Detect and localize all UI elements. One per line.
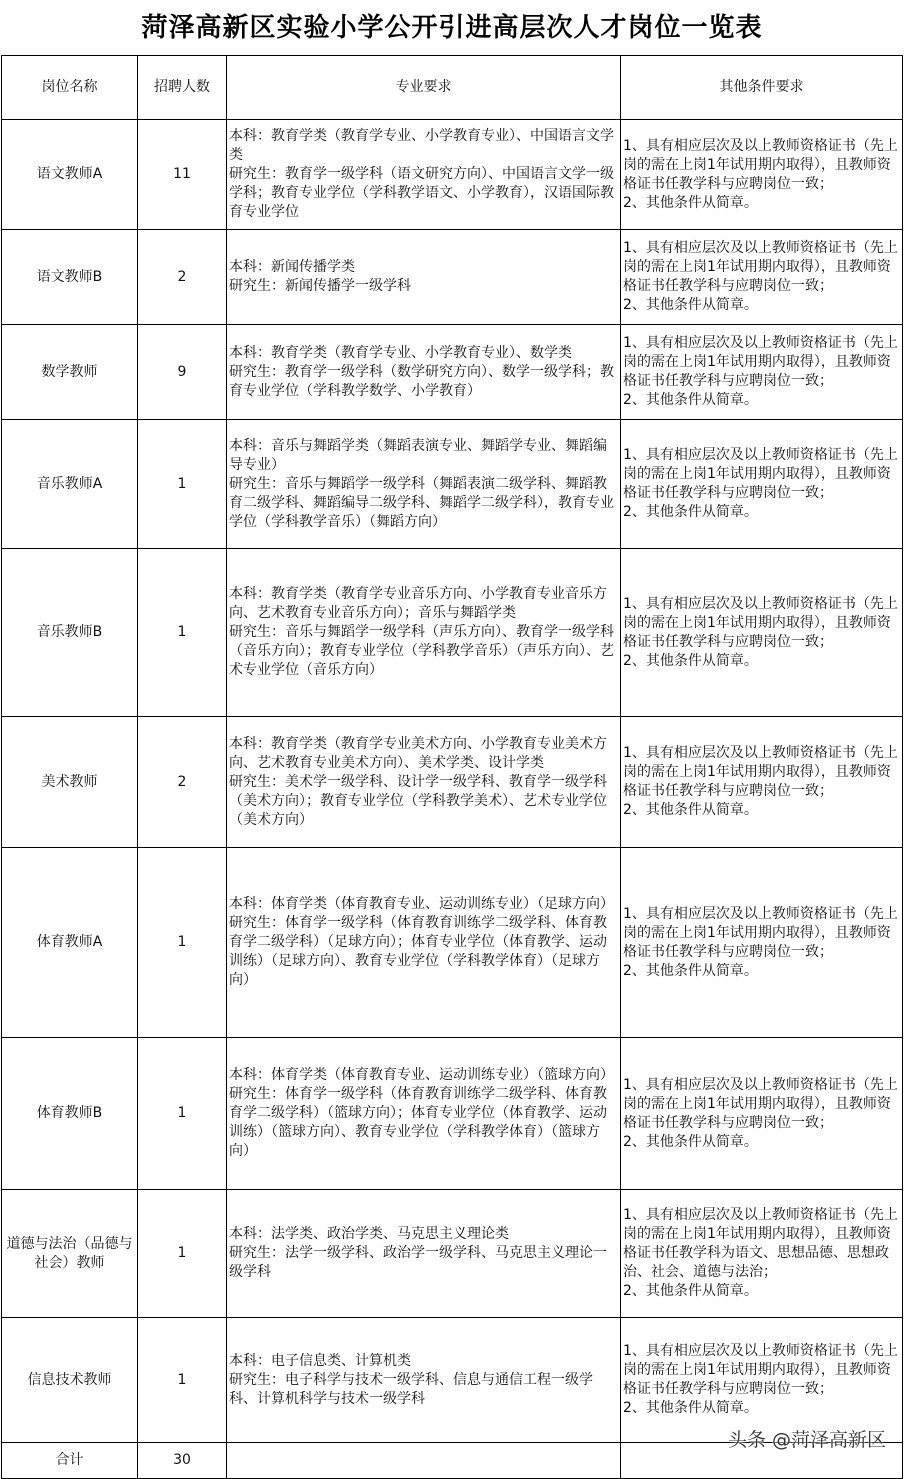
position-name-cell: 美术教师 — [2, 717, 138, 848]
watermark: 头条 @菏泽高新区 — [727, 1429, 886, 1451]
table-row — [2, 230, 903, 325]
hiring-count-cell: 2 — [138, 230, 227, 325]
major-requirement-line: 研究生：新闻传播学一级学科 — [229, 278, 411, 294]
hiring-count-cell: 1 — [138, 1318, 227, 1443]
other-condition-line: 1、具有相应层次及以上教师资格证书（先上岗的需在上岗1年试用期内取得），且教师资格证书任教学科与应聘岗位一致； — [623, 905, 898, 960]
hiring-count-cell: 1 — [138, 1190, 227, 1318]
major-requirement-line: 研究生：音乐与舞蹈学一级学科（声乐方向）、教育学一级学科（音乐方向）；教育专业学位（学科教学音乐）（声乐方向）、艺术专业学位（音乐方向） — [229, 624, 614, 678]
table-row — [2, 325, 903, 420]
other-condition-line: 2、其他条件从简章。 — [623, 652, 758, 669]
other-condition-line: 1、具有相应层次及以上教师资格证书（先上岗的需在上岗1年试用期内取得），且教师资格证书任教学科与应聘岗位一致； — [623, 595, 898, 650]
major-requirement-cell — [227, 1190, 621, 1318]
hiring-count-cell: 1 — [138, 848, 227, 1038]
major-requirement-line: 本科：教育学类（教育学专业美术方向、小学教育专业美术方向、艺术教育专业美术方向）、美术学类、设计学类 — [229, 735, 607, 771]
position-name-cell: 语文教师A — [2, 120, 138, 230]
positions-table — [1, 55, 903, 1479]
hiring-count-cell: 1 — [138, 1038, 227, 1190]
major-requirement-cell — [227, 1038, 621, 1190]
major-requirement-cell — [227, 848, 621, 1038]
other-condition-line: 1、具有相应层次及以上教师资格证书（先上岗的需在上岗1年试用期内取得），且教师资格证书任教学科与应聘岗位一致； — [623, 240, 898, 294]
other-condition-line: 1、具有相应层次及以上教师资格证书（先上岗的需在上岗1年试用期内取得），且教师资格证书任教学科与应聘岗位一致； — [623, 447, 898, 501]
header-other: 其他条件要求 — [621, 56, 903, 120]
page-title: 菏泽高新区实验小学公开引进高层次人才岗位一览表 — [141, 12, 763, 43]
total-label: 合计 — [2, 1443, 138, 1479]
major-requirement-line: 本科：教育学类（教育学专业音乐方向、小学教育专业音乐方向、艺术教育专业音乐方向）；音乐与舞蹈学类 — [229, 586, 607, 621]
other-condition-cell — [621, 230, 903, 325]
table-row — [2, 420, 903, 549]
major-requirement-cell — [227, 325, 621, 420]
hiring-count-cell: 1 — [138, 549, 227, 717]
major-requirement-cell — [227, 120, 621, 230]
hiring-count-cell: 11 — [138, 120, 227, 230]
table-row — [2, 549, 903, 717]
position-name-cell: 语文教师B — [2, 230, 138, 325]
major-requirement-line: 本科：体育学类（体育教育专业、运动训练专业）（足球方向） — [229, 896, 614, 912]
major-requirement-line: 本科：体育学类（体育教育专业、运动训练专业）（篮球方向） — [229, 1067, 614, 1083]
major-requirement-cell — [227, 717, 621, 848]
major-requirement-line: 研究生：教育学一级学科（语文研究方向）、中国语言文学一级学科；教育专业学位（学科教学语文、小学教育），汉语国际教育专业学位 — [229, 166, 614, 220]
major-requirement-line: 本科：电子信息类、计算机类 — [229, 1352, 411, 1369]
major-requirement-line: 研究生：音乐与舞蹈学一级学科（舞蹈表演二级学科、舞蹈教育二级学科、舞蹈编导二级学科、舞蹈学二级学科），教育专业学位（学科教学音乐）（舞蹈方向） — [229, 475, 614, 530]
position-name-cell: 音乐教师A — [2, 420, 138, 549]
other-condition-cell — [621, 420, 903, 549]
header-major: 专业要求 — [227, 56, 621, 120]
major-requirement-cell — [227, 420, 621, 549]
major-requirement-line: 本科：音乐与舞蹈学类（舞蹈表演专业、舞蹈学专业、舞蹈编导专业） — [229, 437, 607, 473]
other-condition-line: 2、其他条件从简章。 — [623, 802, 758, 818]
other-condition-line: 2、其他条件从简章。 — [623, 392, 758, 408]
table-row — [2, 848, 903, 1038]
major-requirement-line: 研究生：教育学一级学科（数学研究方向）、数学一级学科；教育专业学位（学科教学数学、小学教育） — [229, 363, 614, 399]
table-row — [2, 1038, 903, 1190]
other-condition-cell — [621, 549, 903, 717]
other-condition-cell — [621, 325, 903, 420]
hiring-count-cell: 9 — [138, 325, 227, 420]
other-condition-line: 1、具有相应层次及以上教师资格证书（先上岗的需在上岗1年试用期内取得），且教师资格证书任教学科与应聘岗位一致； — [623, 1343, 898, 1397]
major-requirement-cell — [227, 549, 621, 717]
major-requirement-cell — [227, 1318, 621, 1443]
header-position: 岗位名称 — [2, 56, 138, 120]
other-condition-cell — [621, 717, 903, 848]
other-condition-line: 1、具有相应层次及以上教师资格证书（先上岗的需在上岗1年试用期内取得），且教师资格证书任教学科与应聘岗位一致； — [623, 137, 898, 192]
hiring-count-cell: 1 — [138, 420, 227, 549]
total-count: 30 — [138, 1443, 227, 1479]
major-requirement-line: 研究生：体育学一级学科（体育教育训练学二级学科、体育教育学二级学科）（足球方向）；体育专业学位（体育教学、运动训练）（足球方向）、教育专业学位（学科教学体育）（足球方向） — [229, 915, 607, 988]
major-requirement-line: 研究生：电子科学与技术一级学科、信息与通信工程一级学科、计算机科学与技术一级学科 — [229, 1371, 593, 1407]
position-name-cell: 体育教师A — [2, 848, 138, 1038]
other-condition-line: 1、具有相应层次及以上教师资格证书（先上岗的需在上岗1年试用期内取得），且教师资格证书任教学科与应聘岗位一致； — [623, 1076, 898, 1131]
other-condition-line: 2、其他条件从简章。 — [623, 1400, 758, 1416]
major-requirement-line: 研究生：体育学一级学科（体育教育训练学二级学科、体育教育学二级学科）（篮球方向）；体育专业学位（体育教学、运动训练）（篮球方向）、教育专业学位（学科教学体育）（篮球方向） — [229, 1086, 607, 1159]
other-condition-line: 2、其他条件从简章。 — [623, 504, 758, 520]
other-condition-line: 2、其他条件从简章。 — [623, 1133, 758, 1150]
table-header-row — [2, 56, 903, 120]
table-row — [2, 1190, 903, 1318]
position-name-cell: 数学教师 — [2, 325, 138, 420]
other-condition-line: 1、具有相应层次及以上教师资格证书（先上岗的需在上岗1年试用期内取得），且教师资格证书任教学科与应聘岗位一致； — [623, 335, 898, 389]
major-requirement-cell — [227, 230, 621, 325]
other-condition-cell — [621, 848, 903, 1038]
other-condition-cell — [621, 1038, 903, 1190]
position-name-cell: 体育教师B — [2, 1038, 138, 1190]
position-name-cell: 道德与法治（品德与社会）教师 — [2, 1190, 138, 1318]
other-condition-line: 1、具有相应层次及以上教师资格证书（先上岗的需在上岗1年试用期内取得），且教师资格证书任教学科与应聘岗位一致； — [623, 745, 898, 799]
other-condition-line: 2、其他条件从简章。 — [623, 297, 758, 313]
table-row — [2, 717, 903, 848]
major-requirement-line: 研究生：法学一级学科、政治学一级学科、马克思主义理论一级学科 — [229, 1245, 607, 1280]
other-condition-line: 2、其他条件从简章。 — [623, 962, 758, 979]
major-requirement-line: 本科：法学类、政治学类、马克思主义理论类 — [229, 1226, 509, 1242]
major-requirement-line: 本科：教育学类（教育学专业、小学教育专业）、中国语言文学类 — [229, 128, 614, 163]
other-condition-cell — [621, 120, 903, 230]
other-condition-line: 2、其他条件从简章。 — [623, 194, 758, 211]
header-count: 招聘人数 — [138, 56, 227, 120]
total-empty-major — [227, 1443, 621, 1479]
table-row — [2, 120, 903, 230]
other-condition-line: 2、其他条件从简章。 — [623, 1283, 758, 1299]
position-name-cell: 音乐教师B — [2, 549, 138, 717]
major-requirement-line: 本科：新闻传播学类 — [229, 259, 355, 275]
other-condition-cell — [621, 1318, 903, 1443]
other-condition-cell — [621, 1190, 903, 1318]
hiring-count-cell: 2 — [138, 717, 227, 848]
major-requirement-line: 本科：教育学类（教育学专业、小学教育专业）、数学类 — [229, 344, 572, 361]
position-name-cell: 信息技术教师 — [2, 1318, 138, 1443]
major-requirement-line: 研究生：美术学一级学科、设计学一级学科、教育学一级学科（美术方向）；教育专业学位（学科教学美术）、艺术专业学位（美术方向） — [229, 773, 607, 828]
other-condition-line: 1、具有相应层次及以上教师资格证书（先上岗的需在上岗1年试用期内取得），且教师资格证书任教学科为语文、思想品德、思想政治、社会、道德与法治； — [623, 1207, 898, 1280]
table-row — [2, 1318, 903, 1443]
